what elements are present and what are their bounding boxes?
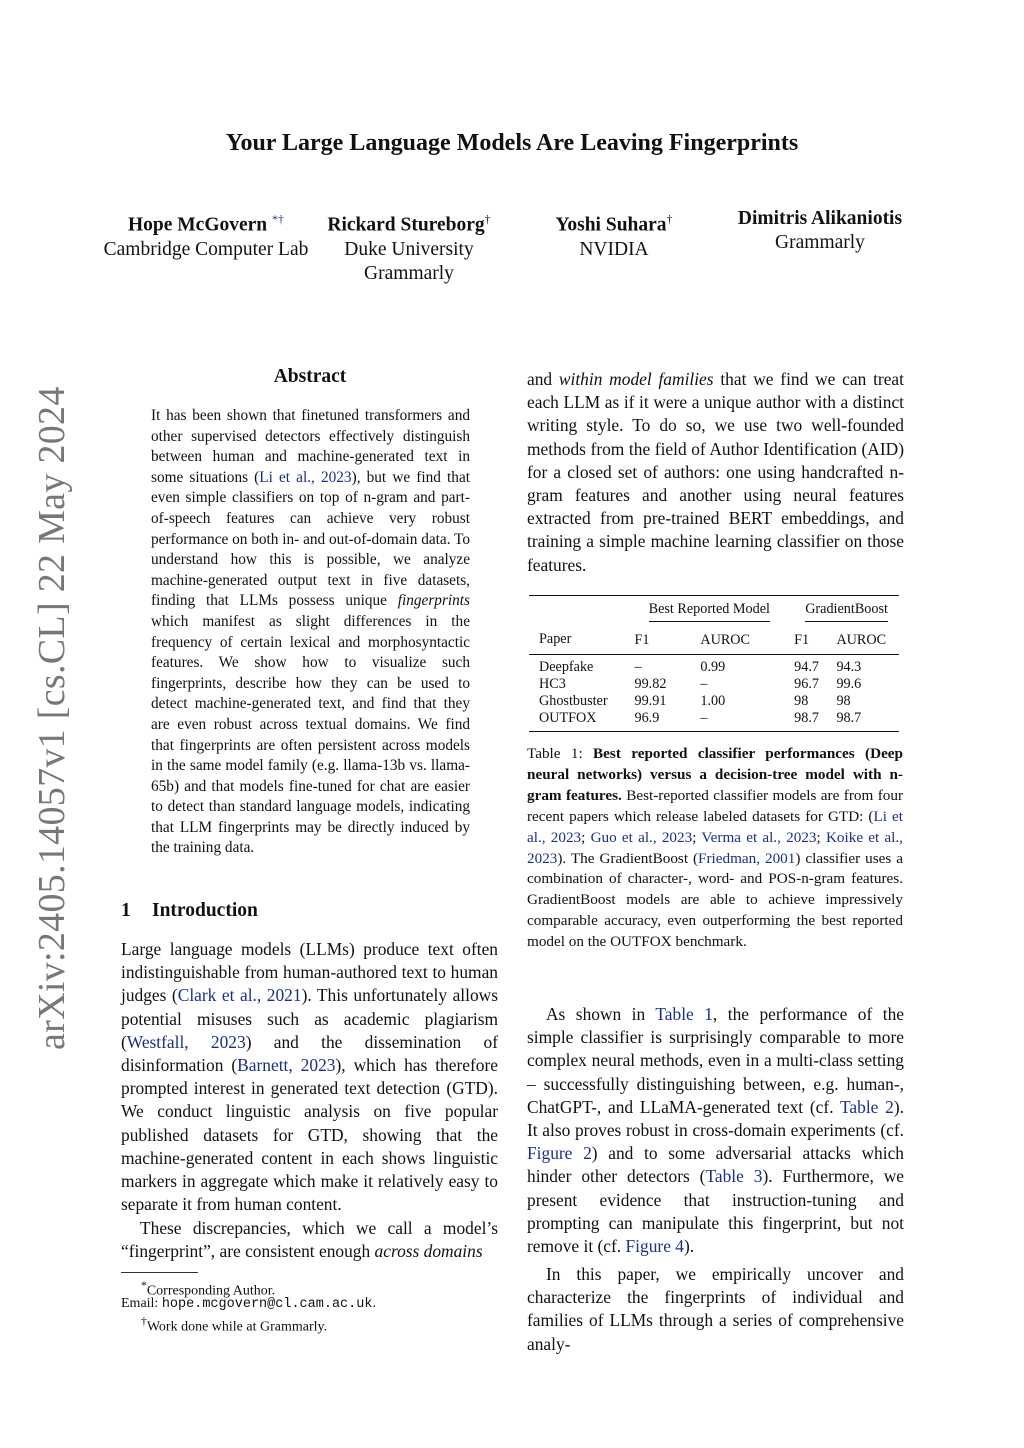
footnote-email: Email: hope.mcgovern@cl.cam.ac.uk. [121, 1296, 376, 1312]
table-col-header: F1 [794, 631, 810, 648]
table-group-header: GradientBoost [805, 601, 888, 622]
table-caption: Table 1: Best reported classifier performances (Deep neural networks) versus a decision-tree model with n-gram features. Best-reported classifier models are from four recent papers which release labeled datasets for GTD: (Li et al., 2023; Guo et al., 2023; Verma et al., 2023; Koike et al., 2023). The GradientBoost (Friedman, 2001) classifier uses a combination of character-, word- and POS-n-gram features. GradientBoost models are able to achieve impressively comparable accuracy, even outperforming the best reported model on the OUTFOX benchmark. [527, 745, 903, 951]
table-row: Deepfake – 0.99 94.7 94.3 [539, 659, 862, 675]
citation-link[interactable]: Koike et al., 2023 [527, 828, 903, 867]
author-name: Hope McGovern [127, 214, 268, 236]
citation-link[interactable]: Li et al., 2023 [527, 807, 903, 846]
citation-link[interactable]: Barnett, 2023 [237, 1055, 336, 1076]
figure-ref-link[interactable]: Figure 2 [527, 1143, 592, 1164]
abstract-heading: Abstract [273, 366, 347, 387]
author-block [318, 207, 500, 286]
table-row: Ghostbuster 99.91 1.00 98 98 [539, 693, 851, 709]
author-block [722, 207, 918, 255]
citation-link[interactable]: Friedman, 2001 [698, 849, 796, 867]
table-col-header: Paper [539, 631, 572, 647]
section-heading: 1 Introduction [121, 900, 258, 921]
citation-link[interactable]: Clark et al., 2021 [177, 985, 302, 1006]
author-affiliation: Grammarly [364, 262, 454, 284]
author-affiliation: Grammarly [775, 232, 865, 253]
author-name: Dimitris Alikaniotis [737, 208, 903, 229]
intro-paragraph: These discrepancies, which we call a model’s “fingerprint”, are consistent enough across domains [121, 1218, 498, 1262]
footnote: †Work done while at Grammarly. [141, 1315, 328, 1335]
table-col-header: F1 [634, 631, 650, 648]
citation-link[interactable]: Guo et al., 2023 [590, 828, 693, 846]
table-ref-link[interactable]: Table 2 [840, 1096, 894, 1117]
email-link[interactable]: hope.mcgovern@cl.cam.ac.uk [161, 1297, 373, 1312]
body-paragraph: In this paper, we empirically uncover and characterize the fingerprints of individual and families of LLMs through a series of comprehensive analy- [527, 1264, 904, 1354]
table-row: OUTFOX 96.9 – 98.7 98.7 [529, 710, 899, 732]
author-mark: *† [272, 212, 285, 226]
author-block [96, 207, 316, 262]
results-table [529, 595, 899, 732]
author-name: Rickard Stureborg [327, 214, 485, 236]
paper-title: Your Large Language Models Are Leaving Fingerprints [225, 130, 799, 156]
table-group-header: Best Reported Model [649, 601, 770, 622]
table-ref-link[interactable]: Table 3 [705, 1166, 763, 1187]
intro-paragraph: Large language models (LLMs) produce text often indistinguishable from human-authored text to human judges (Clark et al., 2021). This unfortunately allows potential misuses such as academic plagiarism (Westfall, 2023) and the dissemination of disinformation (Barnett, 2023), which has therefore prompted interest in generated text detection (GTD). We conduct linguistic analysis on five popular published datasets for GTD, showing that the machine-generated content in each shows linguistic markers in aggregate which make it relatively easy to separate it from human content. [121, 939, 498, 1215]
author-block [534, 207, 694, 262]
arxiv-side-stamp: arXiv:2405.14057v1 [cs.CL] 22 May 2024 [31, 386, 73, 1050]
author-name: Yoshi Suhara [555, 214, 667, 236]
table-col-header: AUROC [836, 631, 887, 648]
body-paragraph: As shown in Table 1, the performance of the simple classifier is surprisingly comparable to more complex neural methods, even in a multi-class setting – successfully distinguishing between, e.g. human-, ChatGPT-, and LLaMA-generated text (cf. Table 2). It also proves robust in cross-domain experiments (cf. Figure 2) and to some adversarial attacks which hinder other detectors (Table 3). Furthermore, we present evidence that instruction-tuning and prompting can manipulate this fingerprint, but not remove it (cf. Figure 4). [527, 1004, 905, 1257]
author-affiliation: NVIDIA [579, 238, 649, 260]
abstract-text: It has been shown that finetuned transformers and other supervised detectors effectively distinguish between human and machine-generated text in some situations (Li et al., 2023), but we find that even simple classifiers on top of n-gram and part-of-speech features can achieve very robust performance on both in- and out-of-domain data. To understand how this is possible, we analyze machine-generated output text in five datasets, finding that LLMs possess unique fingerprints which manifest as slight differences in the frequency of certain lexical and morphosyntactic features. We show how to visualize such fingerprints, describe how they can be used to detect machine-generated text, and find that they are even robust across textual domains. We find that fingerprints are often persistent across models in the same model family (e.g. llama-13b vs. llama-65b) and that models fine-tuned for chat are easier to detect than standard language models, indicating that LLM fingerprints may be directly induced by the training data. [151, 407, 470, 857]
table-row: HC3 99.82 – 96.7 99.6 [539, 676, 862, 692]
citation-link[interactable]: Li et al., 2023 [259, 468, 352, 486]
footnote: *Corresponding Author. [141, 1279, 276, 1299]
author-mark: † [484, 212, 491, 226]
footnote-rule [121, 1272, 198, 1273]
table-col-header: AUROC [700, 631, 751, 648]
author-affiliation: Duke University [344, 238, 474, 260]
author-affiliation: Cambridge Computer Lab [103, 238, 309, 260]
author-mark: † [666, 212, 673, 226]
citation-link[interactable]: Verma et al., 2023 [701, 828, 817, 846]
citation-link[interactable]: Westfall, 2023 [126, 1031, 246, 1052]
body-paragraph: and within model families that we find we can treat each LLM as if it were a unique author with a distinct writing style. To do so, we use two well-founded methods from the field of Author Identification (AID) for a closed set of authors: one using handcrafted n-gram features and another using neural features extracted from pre-trained BERT embeddings, and training a simple machine learning classifier on those features. [527, 369, 904, 575]
figure-ref-link[interactable]: Figure 4 [625, 1236, 684, 1257]
table-ref-link[interactable]: Table 1 [655, 1004, 713, 1024]
